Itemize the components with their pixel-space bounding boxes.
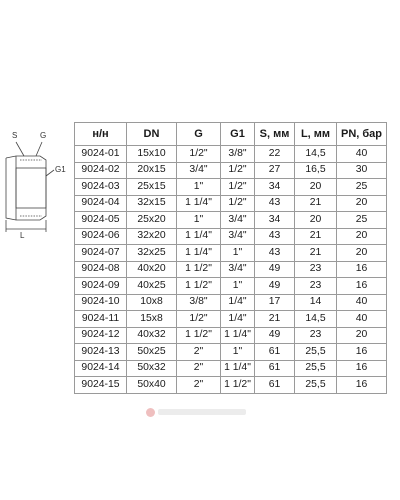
table-cell: 2" <box>177 360 221 377</box>
table-cell: 1 1/4" <box>177 195 221 212</box>
table-cell: 43 <box>255 245 295 262</box>
table-cell: 1/2" <box>177 146 221 163</box>
table-row <box>75 228 387 245</box>
spec-table <box>74 122 387 394</box>
header-cell: G1 <box>221 123 255 146</box>
table-cell: 16 <box>337 261 387 278</box>
table-cell: 21 <box>295 195 337 212</box>
fitting-drawing <box>2 126 68 238</box>
table-cell: 9024-10 <box>75 294 127 311</box>
table-cell: 1/4" <box>221 311 255 328</box>
table-cell: 1 1/4" <box>177 228 221 245</box>
table-body <box>75 146 387 394</box>
header-cell: PN, бар <box>337 123 387 146</box>
table-cell: 3/4" <box>221 228 255 245</box>
table-cell: 40x32 <box>127 327 177 344</box>
watermark-logo-icon <box>146 408 155 417</box>
table-cell: 3/4" <box>221 261 255 278</box>
table-cell: 3/8" <box>177 294 221 311</box>
table-row <box>75 146 387 163</box>
table-row <box>75 344 387 361</box>
table-cell: 1" <box>221 344 255 361</box>
table-cell: 2" <box>177 344 221 361</box>
table-cell: 1 1/4" <box>221 360 255 377</box>
table-cell: 9024-15 <box>75 377 127 394</box>
table-cell: 21 <box>295 245 337 262</box>
table-cell: 20x15 <box>127 162 177 179</box>
table-row <box>75 311 387 328</box>
table-cell: 25 <box>337 179 387 196</box>
table-cell: 25,5 <box>295 344 337 361</box>
table-cell: 61 <box>255 377 295 394</box>
table-cell: 15x8 <box>127 311 177 328</box>
table-cell: 50x40 <box>127 377 177 394</box>
table-cell: 9024-11 <box>75 311 127 328</box>
table-cell: 10x8 <box>127 294 177 311</box>
header-cell: S, мм <box>255 123 295 146</box>
s-leader-line <box>16 142 24 156</box>
inner-bore <box>16 168 46 208</box>
table-cell: 1/4" <box>221 294 255 311</box>
table-cell: 1/2" <box>221 179 255 196</box>
table-cell: 25 <box>337 212 387 229</box>
table-cell: 25,5 <box>295 377 337 394</box>
table-row <box>75 377 387 394</box>
table-cell: 2" <box>177 377 221 394</box>
table-cell: 3/4" <box>177 162 221 179</box>
table-cell: 1 1/4" <box>221 327 255 344</box>
table-cell: 9024-09 <box>75 278 127 295</box>
table-cell: 9024-01 <box>75 146 127 163</box>
table-cell: 14 <box>295 294 337 311</box>
table-cell: 40 <box>337 311 387 328</box>
table-cell: 21 <box>255 311 295 328</box>
table-row <box>75 278 387 295</box>
table-cell: 61 <box>255 344 295 361</box>
label-l: L <box>20 231 25 238</box>
table-cell: 25x20 <box>127 212 177 229</box>
table-cell: 1" <box>221 245 255 262</box>
table-cell: 50x25 <box>127 344 177 361</box>
table-cell: 21 <box>295 228 337 245</box>
table-cell: 40 <box>337 146 387 163</box>
table-row <box>75 162 387 179</box>
table-cell: 25,5 <box>295 360 337 377</box>
table-cell: 23 <box>295 278 337 295</box>
table-cell: 1/2" <box>221 162 255 179</box>
header-cell: L, мм <box>295 123 337 146</box>
table-cell: 30 <box>337 162 387 179</box>
table-cell: 40 <box>337 294 387 311</box>
table-cell: 32x20 <box>127 228 177 245</box>
table-cell: 14,5 <box>295 146 337 163</box>
table-row <box>75 179 387 196</box>
table-cell: 61 <box>255 360 295 377</box>
label-g1: G1 <box>55 165 66 174</box>
table-cell: 23 <box>295 261 337 278</box>
header-row <box>75 123 387 146</box>
table-cell: 16 <box>337 278 387 295</box>
table-cell: 43 <box>255 228 295 245</box>
table-cell: 3/8" <box>221 146 255 163</box>
table-cell: 9024-14 <box>75 360 127 377</box>
table-cell: 32x15 <box>127 195 177 212</box>
watermark-text-mark <box>158 409 246 415</box>
table-cell: 1/2" <box>177 311 221 328</box>
table-cell: 27 <box>255 162 295 179</box>
table-row <box>75 261 387 278</box>
table-cell: 16 <box>337 377 387 394</box>
table-cell: 16 <box>337 360 387 377</box>
table-cell: 43 <box>255 195 295 212</box>
table-cell: 1" <box>177 212 221 229</box>
table-cell: 25x15 <box>127 179 177 196</box>
table-cell: 9024-02 <box>75 162 127 179</box>
table-cell: 9024-04 <box>75 195 127 212</box>
table-cell: 9024-08 <box>75 261 127 278</box>
table-cell: 9024-03 <box>75 179 127 196</box>
table-cell: 9024-13 <box>75 344 127 361</box>
table-cell: 22 <box>255 146 295 163</box>
table-cell: 16 <box>337 344 387 361</box>
table-cell: 14,5 <box>295 311 337 328</box>
table-cell: 20 <box>337 228 387 245</box>
table-cell: 20 <box>337 327 387 344</box>
table-cell: 16,5 <box>295 162 337 179</box>
table-cell: 34 <box>255 179 295 196</box>
label-g: G <box>40 131 47 140</box>
table-cell: 1 1/2" <box>221 377 255 394</box>
g-leader-line <box>36 142 42 156</box>
table-cell: 50x32 <box>127 360 177 377</box>
table-cell: 49 <box>255 278 295 295</box>
table-cell: 40x25 <box>127 278 177 295</box>
table-cell: 1 1/4" <box>177 245 221 262</box>
table-cell: 1" <box>221 278 255 295</box>
watermark <box>146 405 246 419</box>
table-cell: 49 <box>255 327 295 344</box>
header-cell: н/н <box>75 123 127 146</box>
label-s: S <box>12 131 18 140</box>
table-cell: 23 <box>295 327 337 344</box>
table-cell: 1 1/2" <box>177 261 221 278</box>
table-row <box>75 294 387 311</box>
table-cell: 9024-06 <box>75 228 127 245</box>
table-cell: 20 <box>295 212 337 229</box>
table-cell: 9024-05 <box>75 212 127 229</box>
table-cell: 9024-07 <box>75 245 127 262</box>
g1-leader-line <box>46 170 54 176</box>
table-cell: 1/2" <box>221 195 255 212</box>
table-cell: 9024-12 <box>75 327 127 344</box>
hex-outline <box>6 156 46 220</box>
table-row <box>75 195 387 212</box>
table-cell: 1 1/2" <box>177 278 221 295</box>
table-row <box>75 245 387 262</box>
table-cell: 32x25 <box>127 245 177 262</box>
table-cell: 1 1/2" <box>177 327 221 344</box>
table-cell: 20 <box>295 179 337 196</box>
table-row <box>75 212 387 229</box>
table-cell: 49 <box>255 261 295 278</box>
table-cell: 20 <box>337 195 387 212</box>
table-cell: 1" <box>177 179 221 196</box>
table-row <box>75 360 387 377</box>
header-cell: DN <box>127 123 177 146</box>
table-cell: 20 <box>337 245 387 262</box>
table-cell: 15x10 <box>127 146 177 163</box>
table-cell: 17 <box>255 294 295 311</box>
table-row <box>75 327 387 344</box>
table-cell: 3/4" <box>221 212 255 229</box>
table-cell: 34 <box>255 212 295 229</box>
table-cell: 40x20 <box>127 261 177 278</box>
header-cell: G <box>177 123 221 146</box>
